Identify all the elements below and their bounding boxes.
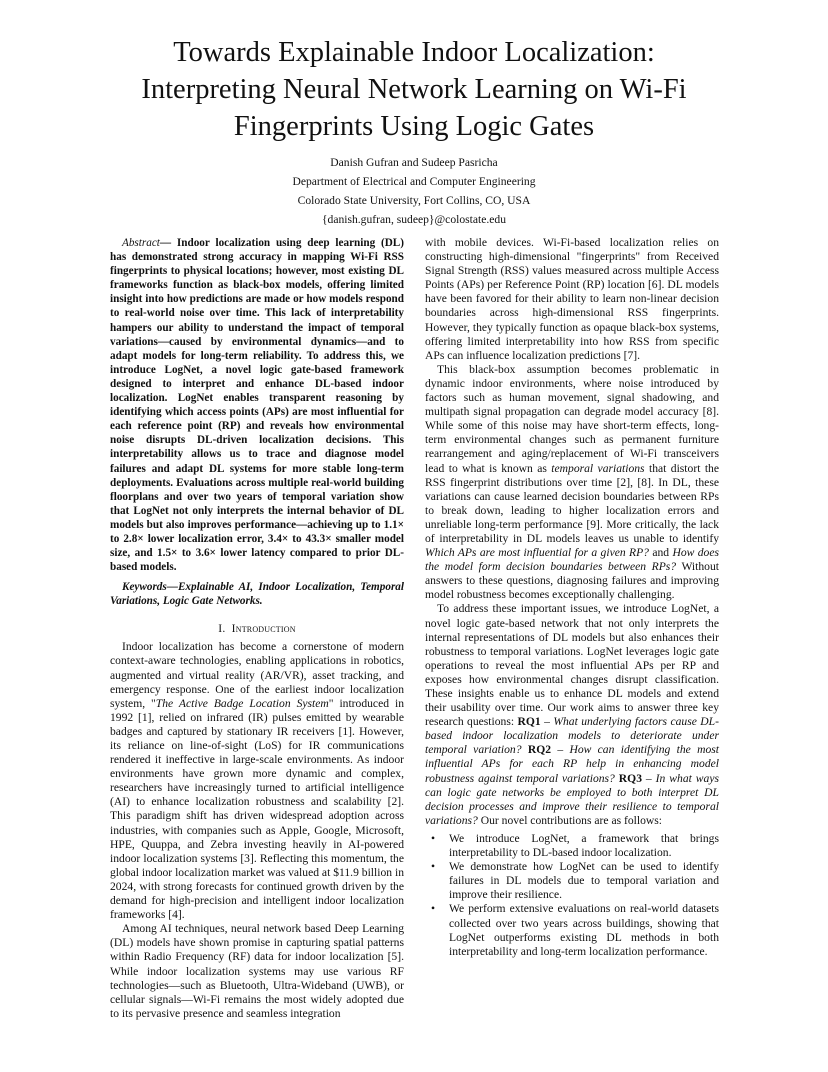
- italic-run: How does the model form decision boundaries between RPs?: [425, 546, 719, 574]
- section-heading-introduction: [110, 622, 404, 636]
- bullet-icon: •: [431, 831, 436, 845]
- author-email: {danish.gufran, sudeep}@colostate.edu: [321, 213, 507, 226]
- abstract-lead: Abstract: [122, 237, 160, 249]
- intro-paragraph-2: Among AI techniques, neural network based Deep Learning (DL) models have shown promise in capturing spatial patterns within Radio Frequency (RF) data for indoor localization [5]. While indoor localization systems may use various RF technologies—such as Bluetooth, Ultra-Wideband (UWB), or cellular signals—Wi-Fi remains the most widely adopted due to its pervasive presence and seamless integration: [110, 922, 404, 1020]
- text-run: and: [648, 546, 673, 560]
- contribution-text: We demonstrate how LogNet can be used to identify failures in DL models due to temporal variation and improve their resilience.: [449, 860, 719, 902]
- text-run: that distort the RSS fingerprint distributions over time [2], [8]. In DL, these variations can cause learned decision boundaries between RPs to break down, leading to higher localization errors and unreliable long-term performance [9]. More critically, the lack of interpretability in DL models leaves us unable to identify: [425, 461, 719, 545]
- italic-run: Which APs are most influential for a given RP?: [425, 546, 649, 560]
- text-run: " introduced in 1992 [1], relied on infrared (IR) pulses emitted by wearable badges and captured by stationary IR receivers [1]. However, its reliance on line-of-sight (LoS) for IR communications rendered it ineffective in large-scale environments. As indoor environments have grown more dynamic and complex, researchers have increasingly turned to artificial intelligence (AI) to enhance localization robustness and scalability [2]. This paradigm shift has driven widespread adoption across industries, with companies such as Apple, Google, Microsoft, HPE, Quuppa, and Zebra investing heavily in AI-powered indoor localization systems [3]. Reflecting this momentum, the global indoor localization market was valued at $11.9 billion in 2024, with strong forecasts for continued growth driven by the demand for high-precision and intelligent indoor localization frameworks [4].: [110, 696, 404, 922]
- text-run: Indoor localization has become a cornerstone of modern context-aware technologies, enabling applications in robotics, augmented and virtual reality (AR/VR), asset tracking, and emergency response. One of the earliest indoor localization system, ": [110, 640, 404, 710]
- rq3-text: – In what ways can logic gate networks be employed to both interpret DL decision processes and improve their resilience to temporal variations?: [425, 771, 719, 827]
- intro-paragraph-3: with mobile devices. Wi-Fi-based localization relies on constructing high-dimensional "fingerprints" from Received Signal Strength (RSS) values measured across multiple Access Points (APs) per Reference Point (RP) location [6]. DL models have been favored for their ability to learn non-linear decision boundaries across high-dimensional RSS fingerprints. However, they typically function as opaque black-box systems, offering limited interpretability into how RSS from specific APs can influence localization predictions [7].: [425, 236, 719, 362]
- contribution-text: We perform extensive evaluations on real-world datasets collected over two years across buildings, showing that LogNet outperforms existing DL methods in both interpretability and long-term localization performance.: [449, 902, 719, 958]
- section-title: Introduction: [231, 622, 296, 636]
- rq1-text: – What underlying factors cause DL-based indoor localization models to deteriorate under temporal variation?: [425, 715, 719, 757]
- text-run: Our novel contributions are as follows:: [477, 813, 663, 827]
- left-column: [110, 236, 404, 1021]
- abstract-text: — Indoor localization using deep learning (DL) has demonstrated strong accuracy in mapping Wi-Fi RSS fingerprints to physical locations; however, most existing DL frameworks function as black-box models, offering limited insight into how predictions are made or how models respond to real-world noise over time. This lack of interpretability hampers our ability to understand the impact of temporal variations—caused by environmental dynamics—and to adapt models for long-term reliability. To address this, we introduce LogNet, a novel logic gate-based framework designed to interpret and enhance DL-based indoor localization. LogNet enables transparent reasoning by identifying which access points (APs) are most influential for each reference point (RP) and reveals how environmental noise disrupts DL-driven localization decisions. This interpretability allows us to trace and diagnose model failures and adapt DL systems for more stable long-term deployments. Evaluations across multiple real-world building floorplans and over two years of temporal variation show that LogNet not only interprets the internal behavior of DL models but also improves performance—achieving up to 1.1× to 2.8× lower localization error, 3.4× to 43.3× smaller model size, and 1.5× to 3.6× lower latency compared to prior DL-based models.: [110, 237, 404, 574]
- intro-paragraph-4: [425, 363, 719, 603]
- list-item: [425, 902, 719, 958]
- abstract: [110, 236, 404, 574]
- rq3-label: RQ3: [618, 771, 642, 785]
- text-run: This black-box assumption becomes problematic in dynamic indoor environments, where noise introduced by factors such as human movement, signal shadowing, and multipath signal propagation can degrade model accuracy [8]. While some of this noise may have short-term effects, long-term environmental changes such as permanent furniture rearrangement and aging/replacement of Wi-Fi transceivers lead to what is known as: [425, 362, 719, 475]
- author-names: Danish Gufran and Sudeep Pasricha: [330, 156, 498, 169]
- section-number: I.: [218, 622, 226, 636]
- author-block: [60, 153, 768, 229]
- title-line-2: Interpreting Neural Network Learning on Wi-Fi: [141, 74, 687, 105]
- rq1-label: RQ1: [517, 715, 541, 729]
- text-run: Without answers to these questions, diagnosing failures and improving model robustness becomes exceptionally challenging.: [425, 560, 719, 602]
- bullet-icon: •: [431, 860, 436, 874]
- title-line-1: Towards Explainable Indoor Localization:: [173, 37, 655, 68]
- author-department: Department of Electrical and Computer Engineering: [292, 175, 536, 188]
- list-item: [425, 860, 719, 902]
- list-item: [425, 832, 719, 860]
- contribution-text: We introduce LogNet, a framework that brings interpretability to DL-based indoor localization.: [449, 831, 719, 860]
- contributions-list: [425, 832, 719, 959]
- title-line-3: Fingerprints Using Logic Gates: [233, 111, 595, 142]
- italic-run: temporal variations: [551, 461, 645, 475]
- intro-paragraph-1: [110, 640, 404, 922]
- keywords: Keywords—Explainable AI, Indoor Localization, Temporal Variations, Logic Gate Networks.: [110, 581, 404, 608]
- author-university: Colorado State University, Fort Collins, CO, USA: [297, 194, 531, 207]
- rq2-text: – How can identifying the most influential APs for each RP help in enhancing model robustness against temporal variations?: [425, 743, 720, 785]
- bullet-icon: •: [431, 902, 436, 916]
- rq2-label: RQ2: [527, 743, 552, 757]
- italic-run: The Active Badge Location System: [155, 696, 329, 710]
- right-column: [425, 236, 719, 959]
- paper-title: [60, 34, 768, 145]
- intro-paragraph-5: [425, 602, 719, 828]
- text-run: To address these important issues, we introduce LogNet, a novel logic gate-based network that not only interprets the internal representations of DL models but also enhances their robustness to temporal variations. LogNet leverages logic gate operations to reveal the most influential APs per RP and exposes how environmental changes disrupt classification. These insights enable us to enhance DL models and extend their usability over time. Our work aims to answer three key research questions:: [425, 602, 719, 729]
